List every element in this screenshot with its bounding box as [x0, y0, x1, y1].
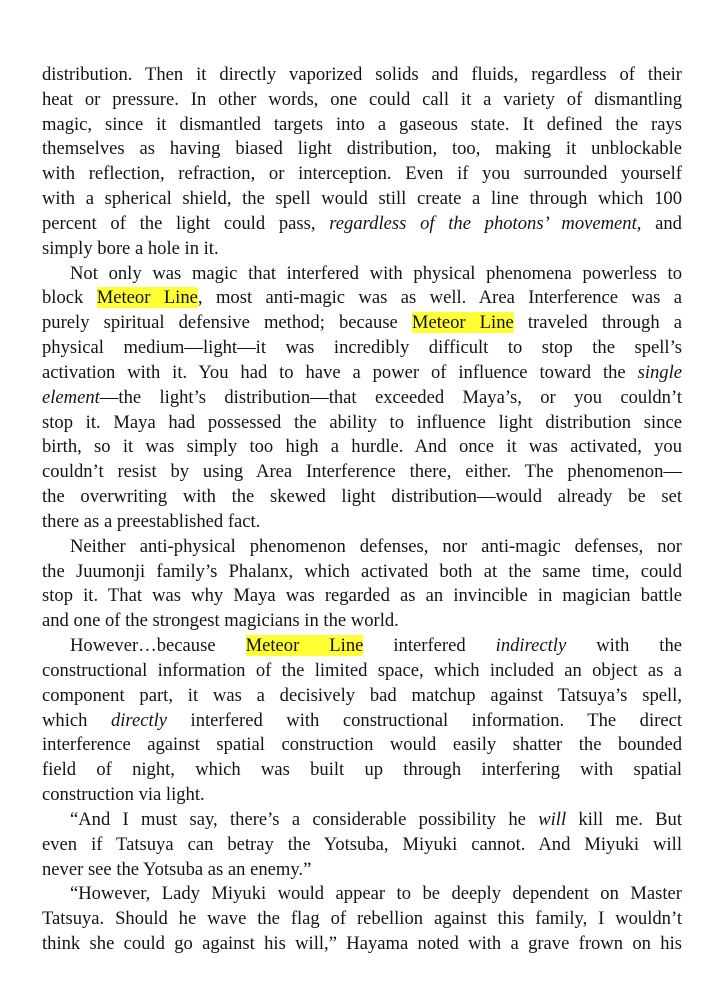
text-segment: purely spiritual defensive method; because [42, 312, 412, 334]
text-segment: , most anti-magic was as well. Area Interference was a [197, 287, 682, 309]
text-line [42, 286, 682, 311]
text-line [42, 386, 682, 411]
text-segment: “However, Lady Miyuki would appear to be deeply dependent on Master [70, 883, 682, 905]
text-segment: component part, it was a decisively bad matchup against Tatsuya’s spell, [42, 684, 682, 706]
paragraph [42, 262, 682, 535]
text-segment: field of night, which was built up through interfering with spatial [42, 759, 682, 781]
text-line [42, 187, 682, 212]
text-segment: which [42, 709, 111, 731]
text-segment: and one of the strongest magicians in the world. [42, 610, 399, 632]
italic-text: element [42, 386, 100, 408]
text-segment: Tatsuya. Should he wave the flag of rebellion against this family, I wouldn’t [42, 908, 682, 930]
text-line [42, 361, 682, 386]
text-segment: —the light’s distribution—that exceeded Maya’s, or you couldn’t [99, 386, 682, 408]
text-line [42, 882, 682, 907]
text-line [42, 535, 682, 560]
text-segment: activation with it. You had to have a power of influence toward the [42, 361, 638, 383]
text-segment: with the [566, 635, 683, 657]
text-line [42, 932, 682, 957]
text-segment: traveled through a [513, 312, 682, 334]
text-segment: construction via light. [42, 784, 205, 806]
text-line [42, 560, 682, 585]
text-segment: physical medium—light—it was incredibly difficult to stop the spell’s [42, 337, 682, 359]
text-segment: block [42, 287, 97, 309]
text-segment: Not only was magic that interfered with physical phenomena powerless to [70, 262, 682, 284]
text-line [42, 88, 682, 113]
text-line [42, 858, 682, 883]
text-line [42, 212, 682, 237]
paragraph [42, 63, 682, 262]
text-segment: , and [636, 212, 682, 234]
text-segment: simply bore a hole in it. [42, 237, 219, 259]
text-line [42, 63, 682, 88]
text-line [42, 510, 682, 535]
text-line [42, 833, 682, 858]
text-segment: birth, so it was simply too high a hurdle. And once it was activated, you [42, 436, 682, 458]
text-segment: magic, since it dismantled targets into a gaseous state. It defined the rays [42, 113, 682, 135]
paragraph [42, 634, 682, 808]
text-segment: interfered with constructional information. The direct [167, 709, 682, 731]
text-segment: with a spherical shield, the spell would still create a line through which 100 [42, 188, 682, 210]
text-segment: interference against spatial construction would easily shatter the bounded [42, 734, 682, 756]
text-segment: stop it. Maya had possessed the ability to influence light distribution since [42, 411, 682, 433]
text-line [42, 733, 682, 758]
text-line [42, 907, 682, 932]
italic-text: single [637, 361, 682, 383]
paragraph [42, 808, 682, 882]
text-segment: However…because [70, 635, 246, 657]
text-segment: kill me. But [566, 808, 682, 830]
paragraph [42, 882, 682, 956]
text-segment: the overwriting with the skewed light distribution—would already be set [42, 486, 682, 508]
text-segment: interfered [363, 635, 496, 657]
text-segment: constructional information of the limited space, which included an object as a [42, 659, 682, 681]
body-text [42, 63, 682, 957]
highlighted-term[interactable]: Meteor Line [411, 312, 514, 334]
text-segment: Neither anti-physical phenomenon defenses, nor anti-magic defenses, nor [70, 535, 682, 557]
text-line [42, 485, 682, 510]
text-segment: couldn’t resist by using Area Interference there, either. The phenomenon— [42, 461, 682, 483]
text-line [42, 584, 682, 609]
italic-text: will [538, 808, 567, 830]
text-line [42, 113, 682, 138]
text-segment: with reflection, refraction, or interception. Even if you surrounded yourself [42, 163, 682, 185]
text-line [42, 758, 682, 783]
text-line [42, 684, 682, 709]
text-line [42, 336, 682, 361]
text-segment: there as a preestablished fact. [42, 510, 261, 532]
text-segment: think she could go against his will,” Hayama noted with a grave frown on his [42, 932, 682, 954]
text-segment: stop it. That was why Maya was regarded as an invincible in magician battle [42, 585, 682, 607]
highlighted-term[interactable]: Meteor Line [96, 287, 198, 309]
text-line [42, 435, 682, 460]
italic-text: indirectly [495, 635, 567, 657]
highlighted-term[interactable]: Meteor Line [245, 635, 364, 657]
text-line [42, 137, 682, 162]
text-segment: the Juumonji family’s Phalanx, which activated both at the same time, could [42, 560, 682, 582]
text-line [42, 162, 682, 187]
text-line [42, 709, 682, 734]
italic-text: directly [110, 709, 168, 731]
text-line [42, 783, 682, 808]
text-line [42, 262, 682, 287]
text-line [42, 808, 682, 833]
text-segment: even if Tatsuya can betray the Yotsuba, Miyuki cannot. And Miyuki will [42, 833, 682, 855]
text-line [42, 311, 682, 336]
text-line [42, 659, 682, 684]
text-line [42, 634, 682, 659]
text-segment: percent of the light could pass, [42, 212, 330, 234]
text-line [42, 237, 682, 262]
italic-text: regardless of the photons’ movement [329, 212, 637, 234]
text-segment: “And I must say, there’s a considerable possibility he [70, 808, 539, 830]
text-segment: distribution. Then it directly vaporized solids and fluids, regardless of their [42, 64, 682, 85]
text-line [42, 411, 682, 436]
text-segment: heat or pressure. In other words, one could call it a variety of dismantling [42, 88, 682, 110]
text-segment: themselves as having biased light distribution, too, making it unblockable [42, 138, 682, 160]
text-segment: never see the Yotsuba as an enemy.” [42, 858, 312, 880]
text-line [42, 609, 682, 634]
text-line [42, 460, 682, 485]
paragraph [42, 535, 682, 634]
